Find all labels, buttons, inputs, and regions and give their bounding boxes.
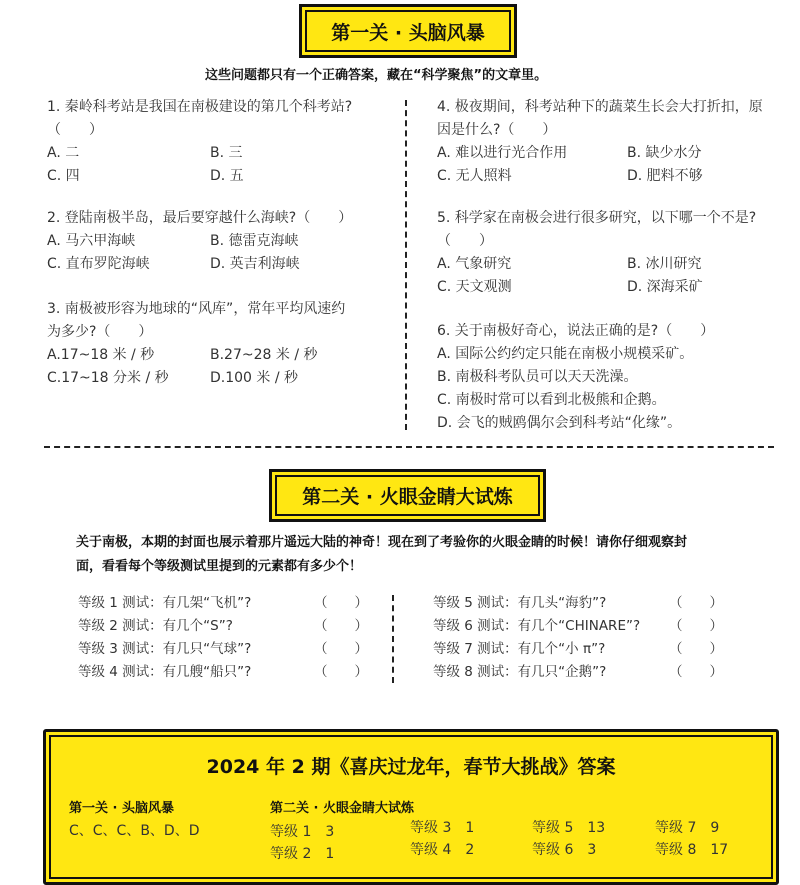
level-row: [433, 615, 723, 638]
option: B. 德雷克海峡: [210, 233, 299, 249]
question-1: [47, 96, 397, 188]
section2-banner: [269, 469, 546, 522]
option: A.17~18 米 / 秒: [47, 347, 155, 363]
option: D. 英吉利海峡: [210, 256, 300, 272]
option: B. 三: [210, 145, 243, 161]
option: D.100 米 / 秒: [210, 370, 299, 386]
option: C. 直布罗陀海峡: [47, 256, 150, 272]
answer-value: 1: [325, 846, 335, 862]
answer-item: [410, 817, 474, 837]
answer-value: 2: [465, 842, 475, 858]
section1-title: 第一关 · 头脑风暴: [331, 21, 485, 44]
option: C. 天文观测: [437, 279, 512, 295]
answer-part1-text: C、C、C、B、D、D: [69, 823, 200, 839]
level-text: 等级 4 测试：有几艘“船只”?: [78, 664, 252, 680]
answer-item: [410, 839, 474, 859]
level-row: [78, 615, 368, 638]
level-row: [433, 592, 723, 615]
section-divider: [44, 446, 774, 448]
option: A. 二: [47, 145, 80, 161]
option: D. 肥料不够: [627, 168, 703, 184]
option: C. 南极时常可以看到北极熊和企鹅。: [437, 392, 666, 408]
question-text: （ ）: [47, 122, 103, 138]
question-4: [437, 96, 787, 188]
option: A. 气象研究: [437, 256, 512, 272]
question-3: [47, 298, 397, 390]
answer-item: [655, 839, 728, 859]
option: B. 冰川研究: [627, 256, 702, 272]
option: A. 国际公约约定只能在南极小规模采矿。: [437, 346, 694, 362]
question-text: 因是什么?（ ）: [437, 122, 557, 138]
option: D. 会飞的贼鸥偶尔会到科考站“化缘”。: [437, 415, 682, 431]
option: C. 四: [47, 168, 80, 184]
answer-value: 1: [465, 820, 475, 836]
option: C.17~18 分米 / 秒: [47, 370, 169, 386]
question-text: 4. 极夜期间，科考站种下的蔬菜生长会大打折扣，原: [437, 99, 763, 115]
section1-intro: 这些问题都只有一个正确答案，藏在“科学聚焦”的文章里。: [205, 68, 548, 83]
level-blank: （ ）: [669, 664, 723, 680]
answer-item: [270, 843, 334, 863]
answer-label: 等级 6: [532, 842, 574, 858]
level-blank: （ ）: [314, 595, 368, 611]
answer-value: 3: [587, 842, 597, 858]
answer-label: 等级 1: [270, 824, 312, 840]
answer-value: 17: [710, 842, 729, 858]
option: C. 无人照料: [437, 168, 512, 184]
level-text: 等级 5 测试：有几头“海豹”?: [433, 595, 607, 611]
question-text: 2. 登陆南极半岛，最后要穿越什么海峡?（ ）: [47, 210, 353, 226]
answer-label: 等级 8: [655, 842, 697, 858]
question-text: 5. 科学家在南极会进行很多研究，以下哪一个不是?: [437, 210, 757, 226]
option: A. 马六甲海峡: [47, 233, 136, 249]
level-text: 等级 6 测试：有几个“CHINARE”?: [433, 618, 641, 634]
question-6: [437, 320, 787, 435]
level-blank: （ ）: [314, 664, 368, 680]
level-blank: （ ）: [669, 641, 723, 657]
option: D. 五: [210, 168, 244, 184]
section2-intro-line: 关于南极，本期的封面也展示着那片遥远大陆的神奇！现在到了考验你的火眼金睛的时候！请你仔细观察封: [76, 535, 688, 550]
question-text: 6. 关于南极好奇心，说法正确的是?（ ）: [437, 323, 715, 339]
section2-title: 第二关 · 火眼金睛大试炼: [302, 486, 513, 508]
option: B. 南极科考队员可以天天洗澡。: [437, 369, 638, 385]
question-text: 为多少?（ ）: [47, 324, 153, 340]
section1-banner: [299, 4, 517, 58]
level-text: 等级 7 测试：有几个“小 π”?: [433, 641, 606, 657]
option: D. 深海采矿: [627, 279, 703, 295]
section2-intro: [76, 531, 687, 579]
level-blank: （ ）: [669, 618, 723, 634]
answer-item: [270, 821, 334, 841]
answer-label: 等级 5: [532, 820, 574, 836]
question-2: [47, 207, 397, 276]
answer-label: 等级 2: [270, 846, 312, 862]
level-blank: （ ）: [669, 595, 723, 611]
level-row: [78, 661, 368, 684]
level-row: [78, 592, 368, 615]
question-text: （ ）: [437, 233, 493, 249]
answer-item: [532, 839, 596, 859]
answer-title: 2024 年 2 期《喜庆过龙年，春节大挑战》答案: [206, 756, 616, 778]
answer-item: [532, 817, 605, 837]
answer-label: 等级 4: [410, 842, 452, 858]
question-text: 1. 秦岭科考站是我国在南极建设的第几个科考站?: [47, 99, 353, 115]
option: A. 难以进行光合作用: [437, 145, 568, 161]
level-divider: [392, 595, 394, 683]
level-row: [78, 638, 368, 661]
level-row: [433, 638, 723, 661]
section2-intro-line: 面，看看每个等级测试里提到的元素都有多少个！: [76, 559, 363, 574]
answer-box: [43, 729, 779, 885]
answer-value: 3: [325, 824, 335, 840]
answer-value: 13: [587, 820, 606, 836]
answer-part2-heading: 第二关 · 火眼金睛大试炼: [270, 801, 414, 816]
answer-label: 等级 3: [410, 820, 452, 836]
option: B.27~28 米 / 秒: [210, 347, 318, 363]
answer-part1-heading: 第一关 · 头脑风暴: [69, 801, 174, 816]
level-list-left: [78, 592, 368, 684]
answer-value: 9: [710, 820, 720, 836]
question-5: [437, 207, 787, 299]
level-list-right: [433, 592, 723, 684]
column-divider: [405, 100, 407, 430]
option: B. 缺少水分: [627, 145, 702, 161]
level-text: 等级 1 测试：有几架“飞机”?: [78, 595, 252, 611]
level-text: 等级 3 测试：有几只“气球”?: [78, 641, 252, 657]
answer-item: [655, 817, 719, 837]
level-text: 等级 8 测试：有几只“企鹅”?: [433, 664, 607, 680]
level-row: [433, 661, 723, 684]
level-text: 等级 2 测试：有几个“S”?: [78, 618, 233, 634]
answer-label: 等级 7: [655, 820, 697, 836]
level-blank: （ ）: [314, 618, 368, 634]
question-text: 3. 南极被形容为地球的“风库”，常年平均风速约: [47, 301, 346, 317]
level-blank: （ ）: [314, 641, 368, 657]
